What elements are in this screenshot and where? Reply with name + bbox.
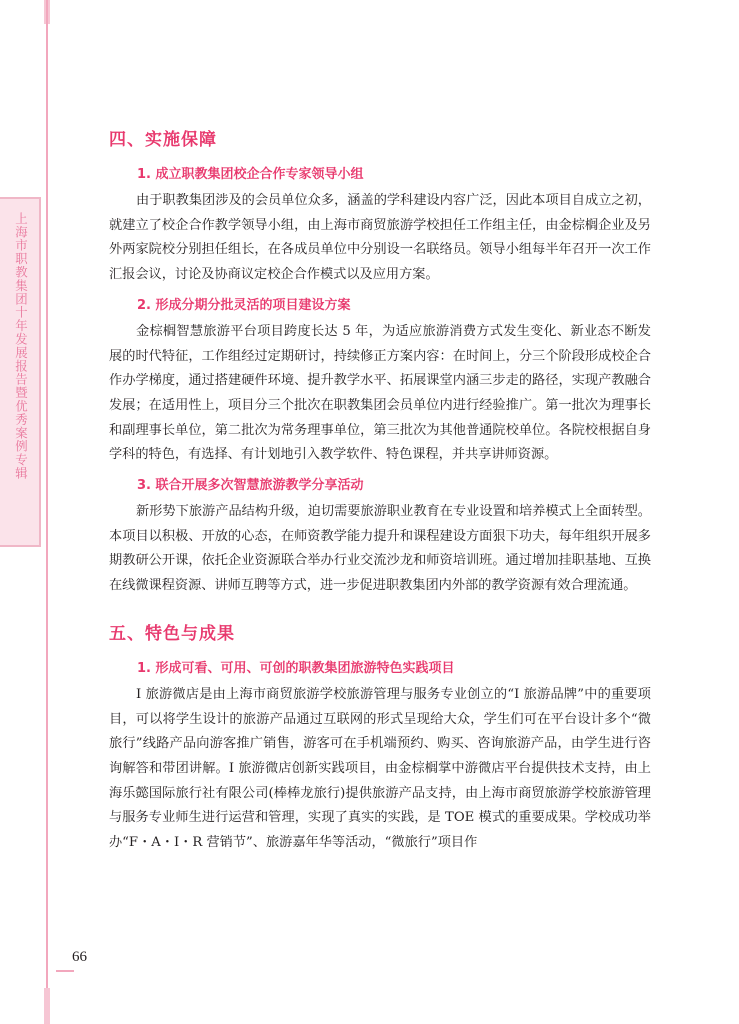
- side-tab-label-wrap: [0, 212, 41, 532]
- section-title: 四、实施保障: [109, 130, 217, 150]
- body-paragraph: 金棕榈智慧旅游平台项目跨度长达 5 年，为适应旅游消费方式发生变化、新业态不断发展的时代特征，工作组经过定期研讨，持续修正方案内容：在时间上，分三个阶段形成校企合作办学梯度，通过搭建硬件环境、提升教学水平、拓展课堂内涵三步走的路径，实现产教融合发展；在适用性上，项目分三个批次在职教集团会员单位内进行经验推广。第一批次为理事长和副理事长单位，第二批次为常务理事单位，第三批次为其他普通院校单位。各院校根据自身学科的特色，有选择、有计划地引入教学软件、特色课程，并共享讲师资源。: [109, 323, 651, 463]
- page-content: [109, 125, 651, 856]
- subsection-heading: 2. 形成分期分批灵活的项目建设方案: [137, 297, 351, 313]
- margin-rule: [46, 0, 48, 1024]
- page-number-rule: [56, 970, 74, 972]
- subsection-heading: 3. 联合开展多次智慧旅游教学分享活动: [137, 478, 364, 494]
- page-number: 66: [72, 949, 87, 965]
- bottom-edge-band: [44, 988, 50, 1024]
- body-paragraph: 新形势下旅游产品结构升级，迫切需要旅游职业教育在专业设置和培养模式上全面转型。本项目以积极、开放的心态，在师资教学能力提升和课程建设方面狠下功夫，每年组织开展多期教研公开课，依托企业资源联合举办行业交流沙龙和师资培训班。通过增加挂职基地、互换在线微课程资源、讲师互聘等方式，进一步促进职教集团内外部的教学资源有效合理流通。: [109, 504, 651, 594]
- side-tab-label: 上海市职教集团十年发展报告暨优秀案例专辑: [13, 212, 29, 480]
- body-paragraph: I 旅游微店是由上海市商贸旅游学校旅游管理与服务专业创立的“I 旅游品牌”中的重要项目，可以将学生设计的旅游产品通过互联网的形式呈现给大众，学生们可在平台设计多个“微旅行”线路产品向游客推广销售，游客可在手机端预约、购买、咨询旅游产品，由学生进行咨询解答和带团讲解。I 旅游微店创新实践项目，由金棕榈掌中游微店平台提供技术支持，由上海乐懿国际旅行社有限公司(棒棒龙旅行)提供旅游产品支持，由上海市商贸旅游学校旅游管理与服务专业师生进行运营和管理，实现了真实的实践，是 TOE 模式的重要成果。学校成功举办“F・A・I・R 营销节”、旅游嘉年华等活动，“微旅行”项目作: [109, 686, 651, 851]
- section-title: 五、特色与成果: [109, 623, 235, 644]
- subsection-heading: 1. 形成可看、可用、可创的职教集团旅游特色实践项目: [137, 660, 455, 676]
- subsection-heading: 1. 成立职教集团校企合作专家领导小组: [137, 167, 364, 182]
- body-paragraph: 由于职教集团涉及的会员单位众多，涵盖的学科建设内容广泛，因此本项目自成立之初，就建立了校企合作教学领导小组，由上海市商贸旅游学校担任工作组主任，由金棕榈企业及另外两家院校分别担任组长，在各成员单位中分别设一名联络员。领导小组每半年召开一次工作汇报会议，讨论及协商议定校企合作模式以及应用方案。: [109, 193, 651, 283]
